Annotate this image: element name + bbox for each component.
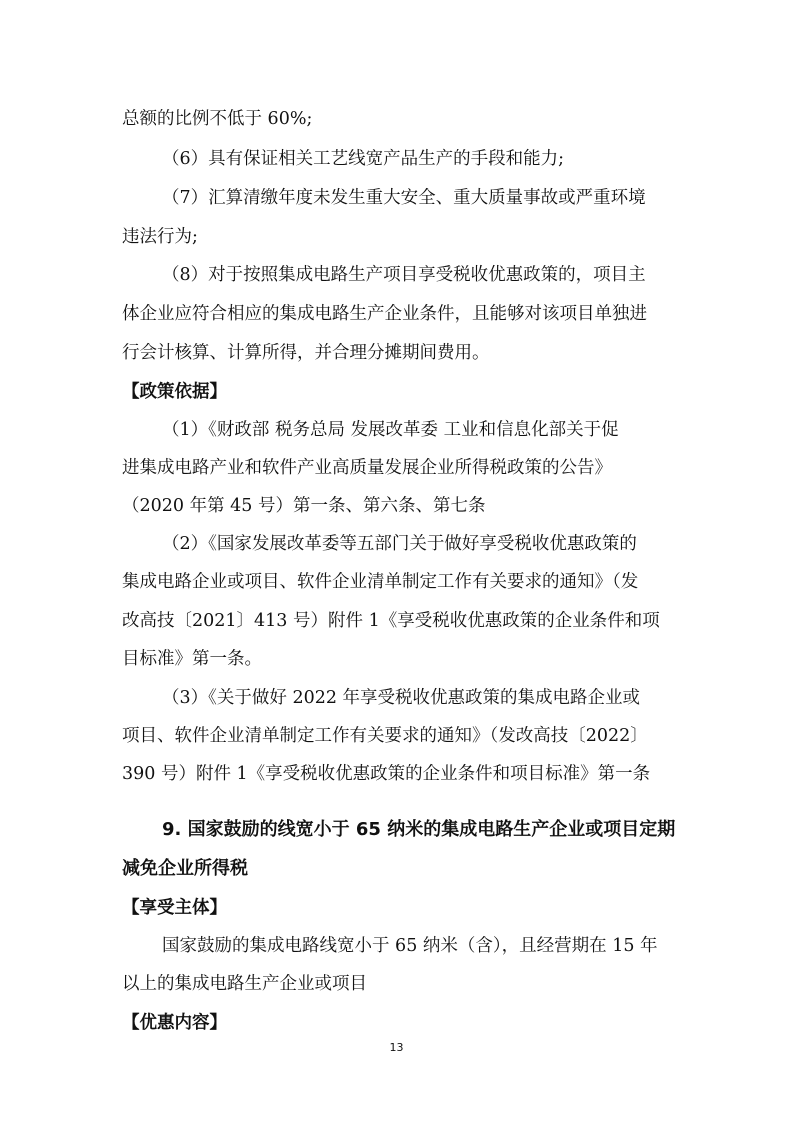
text-line: 总额的比例不低于 60%; — [122, 109, 313, 129]
text-line: 集成电路企业或项目、软件企业清单制定工作有关要求的通知》（发 — [122, 572, 639, 592]
section-heading: 【政策依据】 — [122, 382, 227, 402]
text-line: 违法行为; — [122, 227, 198, 247]
item-heading: 9. 国家鼓励的线宽小于 65 纳米的集成电路生产企业或项目定期 — [162, 819, 676, 840]
text-line: （7）汇算清缴年度未发生重大安全、重大质量事故或严重环境 — [162, 188, 646, 208]
text-line: （6）具有保证相关工艺线宽产品生产的手段和能力; — [162, 149, 565, 169]
page-number: 13 — [389, 1041, 404, 1054]
text-line: （1）《财政部 税务总局 发展改革委 工业和信息化部关于促 — [162, 420, 619, 440]
item-heading: 减免企业所得税 — [122, 858, 248, 879]
text-line: （8）对于按照集成电路生产项目享受税收优惠政策的，项目主 — [162, 265, 646, 285]
text-line: （2）《国家发展改革委等五部门关于做好享受税收优惠政策的 — [162, 534, 637, 554]
text-line: 进集成电路产业和软件产业高质量发展企业所得税政策的公告》 — [122, 458, 612, 478]
section-heading: 【优惠内容】 — [122, 1013, 227, 1033]
text-line: 体企业应符合相应的集成电路生产企业条件，且能够对该项目单独进 — [122, 304, 647, 324]
text-line: 项目、软件企业清单制定工作有关要求的通知》（发改高技〔2022〕 — [122, 726, 648, 746]
text-line: （2020 年第 45 号）第一条、第六条、第七条 — [122, 496, 486, 516]
text-line: 以上的集成电路生产企业或项目 — [122, 974, 367, 994]
text-line: 行会计核算、计算所得，并合理分摊期间费用。 — [122, 343, 490, 363]
text-line: 目标准》第一条。 — [122, 649, 262, 669]
text-line: 390 号）附件 1《享受税收优惠政策的企业条件和项目标准》第一条 — [122, 764, 651, 784]
text-line: 改高技〔2021〕413 号）附件 1《享受税收优惠政策的企业条件和项 — [122, 611, 660, 631]
text-line: 国家鼓励的集成电路线宽小于 65 纳米（含），且经营期在 15 年 — [162, 936, 658, 956]
section-heading: 【享受主体】 — [122, 898, 227, 918]
text-line: （3）《关于做好 2022 年享受税收优惠政策的集成电路企业或 — [162, 688, 641, 708]
